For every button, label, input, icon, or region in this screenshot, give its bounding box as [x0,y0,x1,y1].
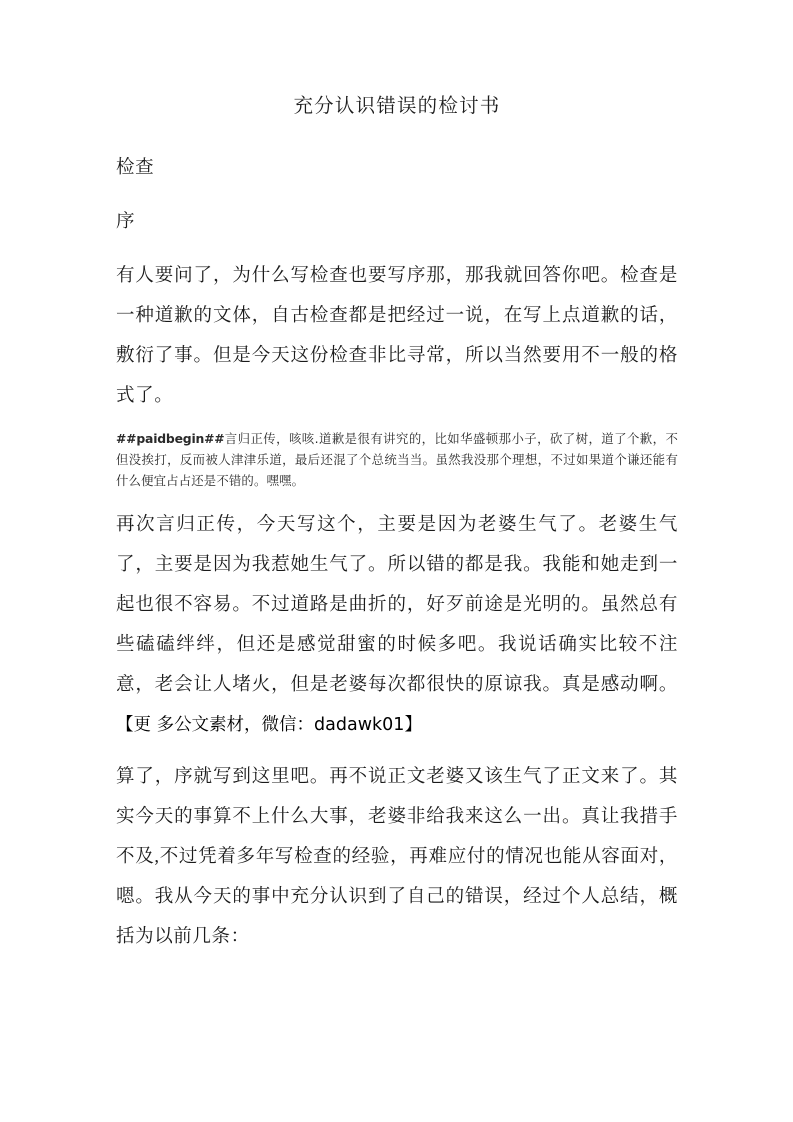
paragraph-preface-intro: 有人要问了，为什么写检查也要写序那，那我就回答你吧。检查是一种道歉的文体，自古检查都是把经过一说，在写上点道歉的话，敷衍了事。但是今天这份检查非比寻常，所以当然要用不一般的格式了。 [116,266,678,406]
document-body [116,92,678,969]
section-heading-preface: 序 [116,212,136,232]
page-title: 充分认识错误的检讨书 [293,96,501,117]
paragraph-closing: 算了，序就写到这里吧。再不说正文老婆又该生气了正文来了。其实今天的事算不上什么大事，老婆非给我来这么一出。真让我措手不及,不过凭着多年写检查的经验，再难应付的情况也能从容面对，嗯。我从今天的事中充分认识到了自己的错误，经过个人总结，概括为以前几条： [116,767,678,947]
paid-note-text: 言归正传，咳咳.道歉是很有讲究的，比如华盛顿那小子，砍了树，道了个歉，不但没挨打，反而被人津津乐道，最后还混了个总统当当。虽然我没那个理想，不过如果道个谦还能有什么便宜占占还是不错的。嘿嘿。 [116,431,678,488]
paragraph-main-story-text: 再次言归正传，今天写这个，主要是因为老婆生气了。老婆生气了，主要是因为我惹她生气了。所以错的都是我。我能和她走到一起也很不容易。不过道路是曲折的，好歹前途是光明的。虽然总有些磕磕绊绊，但还是感觉甜蜜的时候多吧。我说话确实比较不注意，老会让人堵火，但是老婆每次都很快的原谅我。真是感动啊。 [116,515,678,695]
paragraph-main-story [116,505,678,745]
promo-wechat-note: 【更 多公文素材，微信：dadawk01】 [116,715,422,735]
paragraph-paid-note [116,428,678,491]
paid-begin-marker: ##paidbegin## [116,431,225,446]
section-heading-check: 检查 [116,158,155,178]
